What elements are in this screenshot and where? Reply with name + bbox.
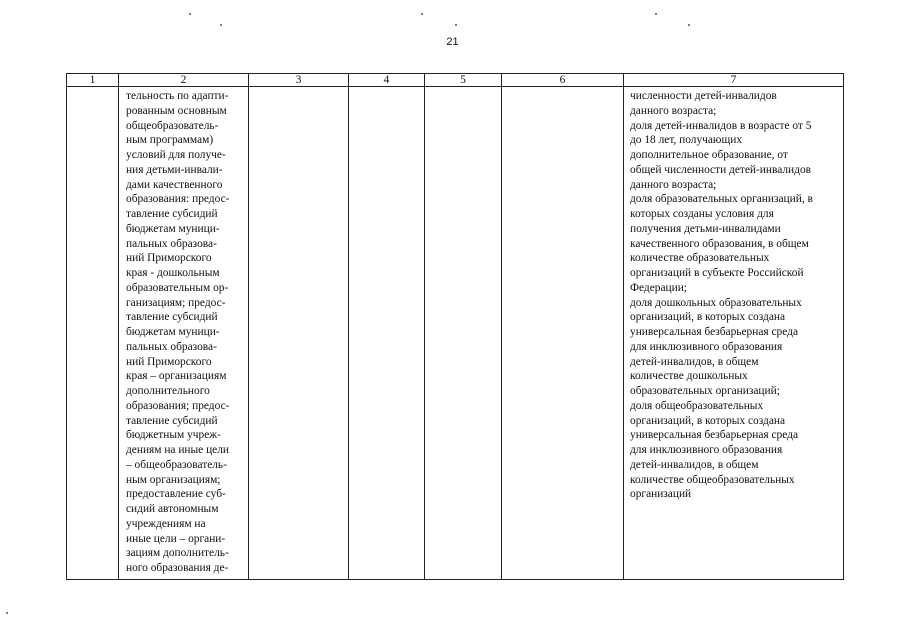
cell-col-2 — [119, 87, 249, 580]
page-number: 21 — [446, 36, 459, 48]
header-row — [67, 74, 844, 87]
measure-description: тельность по адапти- рованным основным общеобразователь- ным программам) условий для получе- ния детьми-инвали- дами качественного образования: предос- тавление субсидий бюджетам муници- пальных образова- ний Приморского края - дошкольным образовательным ор- ганизациям; предос- тавление субсидий бюджетам муници- пальных образова- ний Приморского края – организациям дополнительного образования; предос- тавление субсидий бюджетным учреж- дениям на иные цели – общеобразователь- ным организациям; предоставление суб- сидий автономным учреждениям на иные цели – органи- зациям дополнитель- ного образования де- — [126, 90, 230, 574]
cell-col-4 — [349, 87, 425, 580]
indicators-list: численности детей-инвалидов данного возраста; доля детей-инвалидов в возрасте от 5 до 18 лет, получающих дополнительное образование, от общей численности детей-инвалидов данного возраста; доля образовательных организаций, в которых созданы условия для получения детьми-инвалидами качественного образования, в общем количестве образовательных организаций в субъекте Российской Федерации; доля дошкольных образовательных организаций, в которых создана универсальная безбарьерная среда для инклюзивного образования детей-инвалидов, в общем количестве дошкольных образовательных организаций; доля общеобразовательных организаций, в которых создана универсальная безбарьерная среда для инклюзивного образования детей-инвалидов, в общем количестве общеобразовательных организаций — [630, 90, 813, 501]
cell-col-5 — [425, 87, 502, 580]
scan-speck — [655, 13, 657, 15]
cell-col-6 — [502, 87, 624, 580]
column-header-6: 6 — [502, 74, 624, 87]
scan-speck — [688, 24, 690, 26]
table-row — [67, 87, 844, 580]
column-header-1: 1 — [67, 74, 119, 87]
column-header-7: 7 — [624, 74, 844, 87]
scan-speck — [189, 13, 191, 15]
column-header-2: 2 — [119, 74, 249, 87]
column-header-4: 4 — [349, 74, 425, 87]
column-header-5: 5 — [425, 74, 502, 87]
data-table — [66, 73, 844, 580]
cell-col-3 — [249, 87, 349, 580]
scan-speck — [6, 612, 8, 614]
cell-col-7 — [624, 87, 844, 580]
scan-speck — [421, 13, 423, 15]
scan-speck — [455, 24, 457, 26]
scan-speck — [220, 24, 222, 26]
cell-col-1 — [67, 87, 119, 580]
column-header-3: 3 — [249, 74, 349, 87]
